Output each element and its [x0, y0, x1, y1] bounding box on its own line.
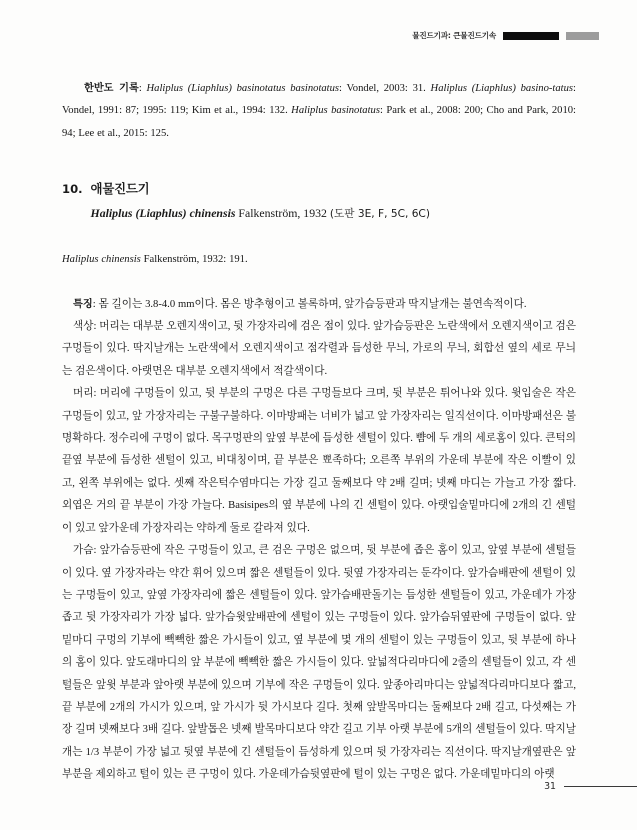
korea-record-cite-2: : Vondel, 1991: 87; 1995: 119; Kim et al., 1994: 132.	[62, 83, 576, 117]
korea-record-taxon-2-cont: tatus	[552, 83, 574, 94]
header-black-bar	[503, 32, 559, 40]
head-paragraph: 머리: 머리에 구멍들이 있고, 뒷 부분의 구멍은 다른 구멍들보다 크며, 뒷 부분은 튀어나와 있다. 윗입술은 작은 구멍들이 있고, 앞 가장자리는 구불구불하다. 이마방패는 너비가 넓고 앞 가장자리는 일직선이다. 이마방패선은 불명확하다. 정수리에 구멍이 없다. 목구멍판의 앞옆 부분에 듬성한 센털이 있다. 뺨에 두 개의 세로홈이 있다. 큰턱의 끝옆 부분에 듬성한 센털이 있고, 비대칭이며, 끝 부분은 뾰족하다; 오른쪽 부위의 가운데 부분에 작은 이빨이 있고, 왼쪽 부위에는 없다. 셋째 작은턱수염마디는 가장 길고 둘째보다 약 2배 길며; 넷째 마디는 가늘고 가장 짧다. 외엽은 거의 끝 부분이 가장 가늘다. Basisipes의 옆 부분에 나의 긴 센털이 있다. 아랫입술밑마디에 2개의 긴 센털이 있고 앞가운데 가장자리는 약하게 둘로 갈라져 있다.	[62, 388, 576, 534]
species-genus: Haliplus	[90, 206, 133, 221]
species-number: 10.	[62, 182, 83, 197]
korea-record-taxon-2: Haliplus (Liaphlus) basino-	[430, 83, 553, 94]
species-authority: Falkenström, 1932	[238, 206, 327, 221]
page-content	[62, 78, 576, 787]
korea-record-label: 한반도 기록	[84, 83, 139, 94]
synonymy-line	[62, 249, 576, 271]
species-scientific-name	[91, 202, 430, 225]
korea-record-block	[62, 78, 576, 145]
species-korean-name: 애물진드기	[90, 181, 150, 197]
species-subgenus: (Liaphlus)	[135, 206, 187, 221]
features-label: 특징	[73, 298, 93, 310]
running-header	[412, 30, 599, 41]
species-heading	[62, 179, 576, 225]
synonymy-name: Haliplus chinensis	[62, 254, 141, 266]
features-text: : 몸 길이는 3.8-4.0 mm이다. 몸은 방추형이고 볼록하며, 앞가슴등판과 딱지날개는 불연속적이다.	[92, 298, 527, 310]
korea-record-taxon-1: Haliplus (Liaphlus) basinotatus basinotatus	[146, 83, 340, 94]
header-gray-bar	[566, 32, 599, 40]
species-names	[91, 179, 430, 225]
species-plates: (도판 3E, F, 5C, 6C)	[329, 208, 430, 221]
korea-record-cite-1: : Vondel, 2003: 31.	[339, 83, 431, 94]
footer-rule	[564, 786, 637, 787]
color-paragraph: 색상: 머리는 대부분 오렌지색이고, 뒷 가장자리에 검은 점이 있다. 앞가슴등판은 노란색에서 오렌지색이고 검은 구멍들이 있다. 딱지날개는 노란색에서 오렌지색이고 점각렬과 듬성한 무늬, 가로의 무늬, 회합선 옆의 세로 무늬는 검은색이다. 아랫면은 대부분 오렌지색에서 적갈색이다.	[62, 321, 576, 377]
korea-record-cite-3: : Park et al., 2008: 200; Cho	[379, 105, 505, 117]
running-header-text: 물진드기과: 큰물진드기속	[412, 31, 496, 40]
synonymy-rest: Falkenström, 1932: 191.	[140, 254, 248, 266]
korea-record-cite-4: and Park, 2010: 94; Lee et al., 2015: 125.	[62, 105, 576, 139]
korea-record-taxon-3: Haliplus basinotatus	[291, 105, 380, 117]
species-epithet: chinensis	[189, 206, 236, 221]
korea-record-paragraph	[62, 78, 576, 145]
page-number: 31	[544, 781, 556, 792]
thorax-paragraph: 가슴: 앞가슴등판에 작은 구멍들이 있고, 큰 검은 구멍은 없으며, 뒷 부분에 좁은 홈이 있고, 앞옆 부분에 센털들이 있다. 옆 가장자라는 약간 휘어 있으며 짧은 센털들이 있다. 뒷옆 가장자리는 둔각이다. 앞가슴배판에 센털이 있는 구멍들이 있고, 앞옆 가장자리에 짧은 센털들이 있다. 앞가슴배판돌기는 듬성한 센털들이 있고, 가운데가 가장 좁고 뒷 가장자리가 가장 넓다. 앞가슴윗앞배판에 센털이 있는 구멍들이 있다. 앞가슴뒤옆판에 구멍들이 없다. 앞밑마디 구멍의 기부에 빽빽한 짧은 가시들이 있고, 옆 부분에 몇 개의 센털이 있는 구멍들이 있고, 뒷 부분에 하나의 홈이 있다. 앞도래마디의 앞 부분에 빽빽한 짧은 가시들이 있다. 앞넓적다리마디에 2줄의 센털들이 있고, 각 센털들은 앞윗 부분과 앞아랫 부분에 있으며 기부에 작은 구멍들이 있다. 앞종아리마디는 앞넓적다리마디보다 짧고, 끝 부분에 2개의 가시가 있으며, 앞 가시가 뒷 가시보다 길다. 첫째 앞발목마디는 둘째보다 2배 길고, 다섯째는 가장 길며 넷째보다 3배 길다. 앞발톱은 넷째 발목마디보다 약간 길고 기부 아랫 부분에 5개의 센털들이 있다. 딱지날개는 1/3 부분이 가장 넓고 뒷옆 부분에 긴 센털들이 듬성하게 있으며 뒷 가장자리는 직선이다. 딱지날개옆판은 앞 부분을 제외하고 털이 있는 큰 구멍이 있다. 가운데가슴뒷옆판에 털이 있는 구멍은 없다. 가운데밑마디의 아랫	[62, 545, 576, 781]
korea-record-colon: :	[138, 83, 147, 94]
page-footer	[0, 781, 637, 792]
synonymy-block	[62, 249, 576, 271]
features-paragraph	[62, 294, 576, 316]
description-block	[62, 294, 576, 787]
